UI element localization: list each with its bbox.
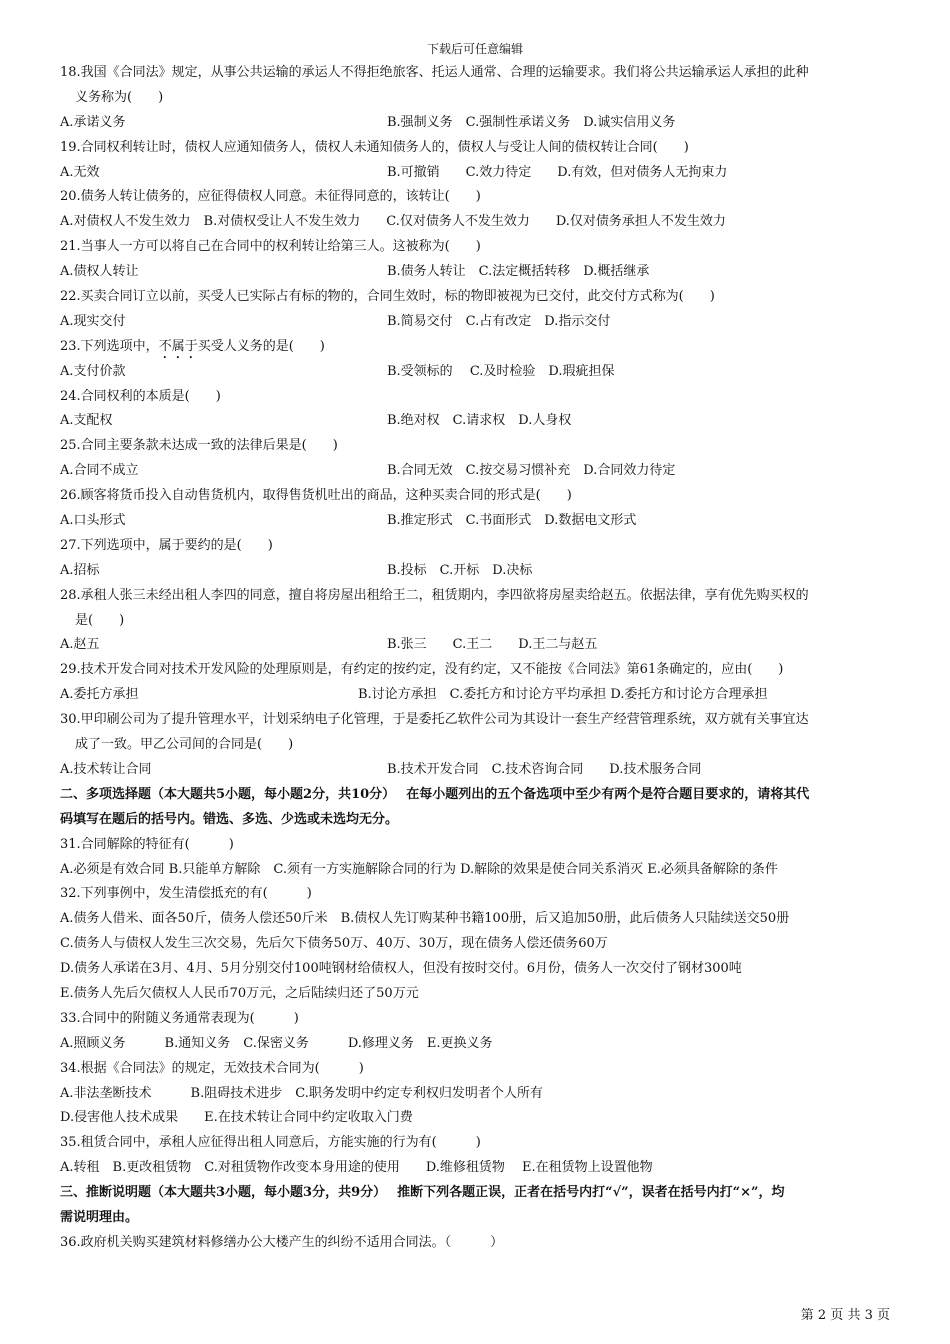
- question-36: [60, 1231, 890, 1256]
- options-rest: B.张三 C.王二 D.王二与赵五: [387, 637, 598, 653]
- stem-pre: 23.下列选项中，: [60, 338, 159, 354]
- question-stem: 25.合同主要条款未达成一致的法律后果是( ): [60, 438, 338, 454]
- options-rest: B.可撤销 C.效力待定 D.有效，但对债务人无拘束力: [387, 164, 728, 180]
- options-rest: B.简易交付 C.占有改定 D.指示交付: [387, 313, 611, 329]
- question-29: [60, 658, 890, 708]
- question-30: [60, 708, 890, 783]
- question-stem: 36.政府机关购买建筑材料修缮办公大楼产生的纠纷不适用合同法。（ ）: [60, 1234, 504, 1250]
- option-a: A.赵五: [60, 637, 100, 653]
- option-a: A.口头形式: [60, 513, 126, 529]
- options-line: A.必须是有效合同 B.只能单方解除 C.须有一方实施解除合同的行为 D.解除的效果是使合同关系消灭 E.必须具备解除的条件: [60, 861, 778, 877]
- option-row: [60, 459, 890, 484]
- option-row: [60, 633, 890, 658]
- question-stem: 28.承租人张三未经出租人李四的同意，擅自将房屋出租给王二，租赁期内，李四欲将房屋卖给赵五。依据法律，享有优先购买权的: [60, 587, 809, 603]
- question-21: [60, 235, 890, 285]
- option-a: A.支付价款: [60, 363, 126, 379]
- option-row: [60, 260, 890, 285]
- option-row: [60, 310, 890, 335]
- question-28: [60, 584, 890, 659]
- question-stem-cont: 成了一致。甲乙公司间的合同是( ): [75, 737, 294, 753]
- section-title: 三、推断说明题（本大题共3小题，每小题3分，共9分） 推断下列各题正误，正者在括号内打“√”，误者在括号内打“×”，均: [60, 1185, 785, 1201]
- option-a: A.债权人转让: [60, 264, 139, 280]
- question-stem: 33.合同中的附随义务通常表现为( ): [60, 1010, 299, 1026]
- options-line: D.侵害他人技术成果 E.在技术转让合同中约定收取入门费: [60, 1110, 413, 1126]
- option-row: [60, 360, 890, 385]
- question-stem: 21.当事人一方可以将自己在合同中的权利转让给第三人。这被称为( ): [60, 239, 481, 255]
- options-rest: B.讨论方承担 C.委托方和讨论方平均承担 D.委托方和讨论方合理承担: [358, 687, 768, 703]
- option-d: D.债务人承诺在3月、4月、5月分别交付100吨钢材给债权人，但没有按时交付。6月份，债务人一次交付了钢材300吨: [60, 961, 742, 977]
- question-stem: [60, 335, 890, 360]
- options-line: A.转租 B.更改租赁物 C.对租赁物作改变本身用途的使用 D.维修租赁物 E.在租赁物上设置他物: [60, 1160, 653, 1176]
- section-title: 二、多项选择题（本大题共5小题，每小题2分，共10分） 在每小题列出的五个备选项中至少有两个是符合题目要求的，请将其代: [60, 786, 810, 802]
- question-32: [60, 882, 890, 1006]
- options-rest: B.受领标的 C.及时检验 D.瑕疵担保: [387, 363, 615, 379]
- page-header: 下载后可任意编辑: [426, 42, 523, 56]
- question-33: [60, 1007, 890, 1057]
- option-row: [60, 409, 890, 434]
- option-row: [60, 758, 890, 783]
- section-3-heading: [60, 1181, 890, 1231]
- question-stem: 34.根据《合同法》的规定，无效技术合同为( ): [60, 1060, 364, 1076]
- option-a: A.委托方承担: [60, 687, 139, 703]
- options-line: A.非法垄断技术 B.阻碍技术进步 C.职务发明中约定专利权归发明者个人所有: [60, 1085, 543, 1101]
- question-27: [60, 534, 890, 584]
- options-line: A.照顾义务 B.通知义务 C.保密义务 D.修理义务 E.更换义务: [60, 1035, 493, 1051]
- question-stem: 24.合同权利的本质是( ): [60, 388, 221, 404]
- question-stem: 35.租赁合同中，承租人应征得出租人同意后，方能实施的行为有( ): [60, 1135, 481, 1151]
- options-line: A.对债权人不发生效力 B.对债权受让人不发生效力 C.仅对债务人不发生效力 D.仅对债务承担人不发生效力: [60, 214, 726, 230]
- question-31: [60, 833, 890, 883]
- option-a: A.支配权: [60, 413, 113, 429]
- options-rest: B.投标 C.开标 D.决标: [387, 562, 533, 578]
- question-19: [60, 136, 890, 186]
- option-row: [60, 111, 890, 136]
- options-rest: B.合同无效 C.按交易习惯补充 D.合同效力待定: [387, 463, 676, 479]
- question-20: [60, 185, 890, 235]
- option-c: C.债务人与债权人发生三次交易，先后欠下债务50万、40万、30万，现在债务人偿还债务60万: [60, 936, 608, 952]
- question-stem: 20.债务人转让债务的，应征得债权人同意。未征得同意的，该转让( ): [60, 189, 481, 205]
- question-stem: 27.下列选项中，属于要约的是( ): [60, 537, 273, 553]
- option-a: A.合同不成立: [60, 463, 139, 479]
- question-stem: 30.甲印刷公司为了提升管理水平，计划采纳电子化管理，于是委托乙软件公司为其设计一套生产经营管理系统，双方就有关事宜达: [60, 712, 809, 728]
- option-row: [60, 683, 890, 708]
- options-rest: B.绝对权 C.请求权 D.人身权: [387, 413, 572, 429]
- options-rest: B.技术开发合同 C.技术咨询合同 D.技术服务合同: [387, 761, 702, 777]
- option-a: A.招标: [60, 562, 100, 578]
- emphasis-text: 不属于: [158, 338, 198, 354]
- option-row: [60, 509, 890, 534]
- option-row: [60, 161, 890, 186]
- question-22: [60, 285, 890, 335]
- question-stem: 22.买卖合同订立以前，买受人已实际占有标的物的，合同生效时，标的物即被视为已交付，此交付方式称为( ): [60, 289, 715, 305]
- question-stem: 29.技术开发合同对技术开发风险的处理原则是，有约定的按约定，没有约定，又不能按《合同法》第61条确定的，应由( ): [60, 662, 784, 678]
- question-stem: 26.顾客将货币投入自动售货机内，取得售货机吐出的商品，这种买卖合同的形式是( ): [60, 488, 572, 504]
- option-a: A.技术转让合同: [60, 761, 152, 777]
- question-25: [60, 434, 890, 484]
- question-23: [60, 335, 890, 385]
- exam-content: [60, 61, 890, 1256]
- options-rest: B.推定形式 C.书面形式 D.数据电文形式: [387, 513, 637, 529]
- question-stem: 19.合同权利转让时，债权人应通知债务人，债权人未通知债务人的，债权人与受让人间的债权转让合同( ): [60, 139, 689, 155]
- question-stem-cont: 是( ): [75, 612, 125, 628]
- option-ab: A.债务人借米、面各50斤，债务人偿还50斤米 B.债权人先订购某种书籍100册，后又追加50册，此后债务人只陆续送交50册: [60, 911, 790, 927]
- options-rest: B.强制义务 C.强制性承诺义务 D.诚实信用义务: [387, 114, 676, 130]
- question-26: [60, 484, 890, 534]
- page-footer: 第 2 页 共 3 页: [800, 1308, 890, 1323]
- question-stem: 31.合同解除的特征有( ): [60, 836, 234, 852]
- option-a: A.现实交付: [60, 313, 126, 329]
- section-title-cont: 码填写在题后的括号内。错选、多选、少选或未选均无分。: [60, 811, 399, 827]
- option-row: [60, 559, 890, 584]
- question-stem: 18.我国《合同法》规定，从事公共运输的承运人不得拒绝旅客、托运人通常、合理的运输要求。我们将公共运输承运人承担的此种: [60, 65, 809, 80]
- section-2-heading: [60, 783, 890, 833]
- options-rest: B.债务人转让 C.法定概括转移 D.概括继承: [387, 264, 650, 280]
- option-a: A.承诺义务: [60, 114, 126, 130]
- question-24: [60, 385, 890, 435]
- question-34: [60, 1057, 890, 1132]
- option-e: E.债务人先后欠债权人人民币70万元，之后陆续归还了50万元: [60, 985, 419, 1001]
- section-title-cont: 需说明理由。: [60, 1209, 139, 1225]
- question-stem-cont: 义务称为( ): [75, 89, 164, 105]
- question-stem: 32.下列事例中，发生清偿抵充的有( ): [60, 886, 312, 902]
- option-a: A.无效: [60, 164, 100, 180]
- stem-post: 买受人义务的是( ): [197, 338, 325, 354]
- question-35: [60, 1131, 890, 1181]
- question-18: [60, 61, 890, 136]
